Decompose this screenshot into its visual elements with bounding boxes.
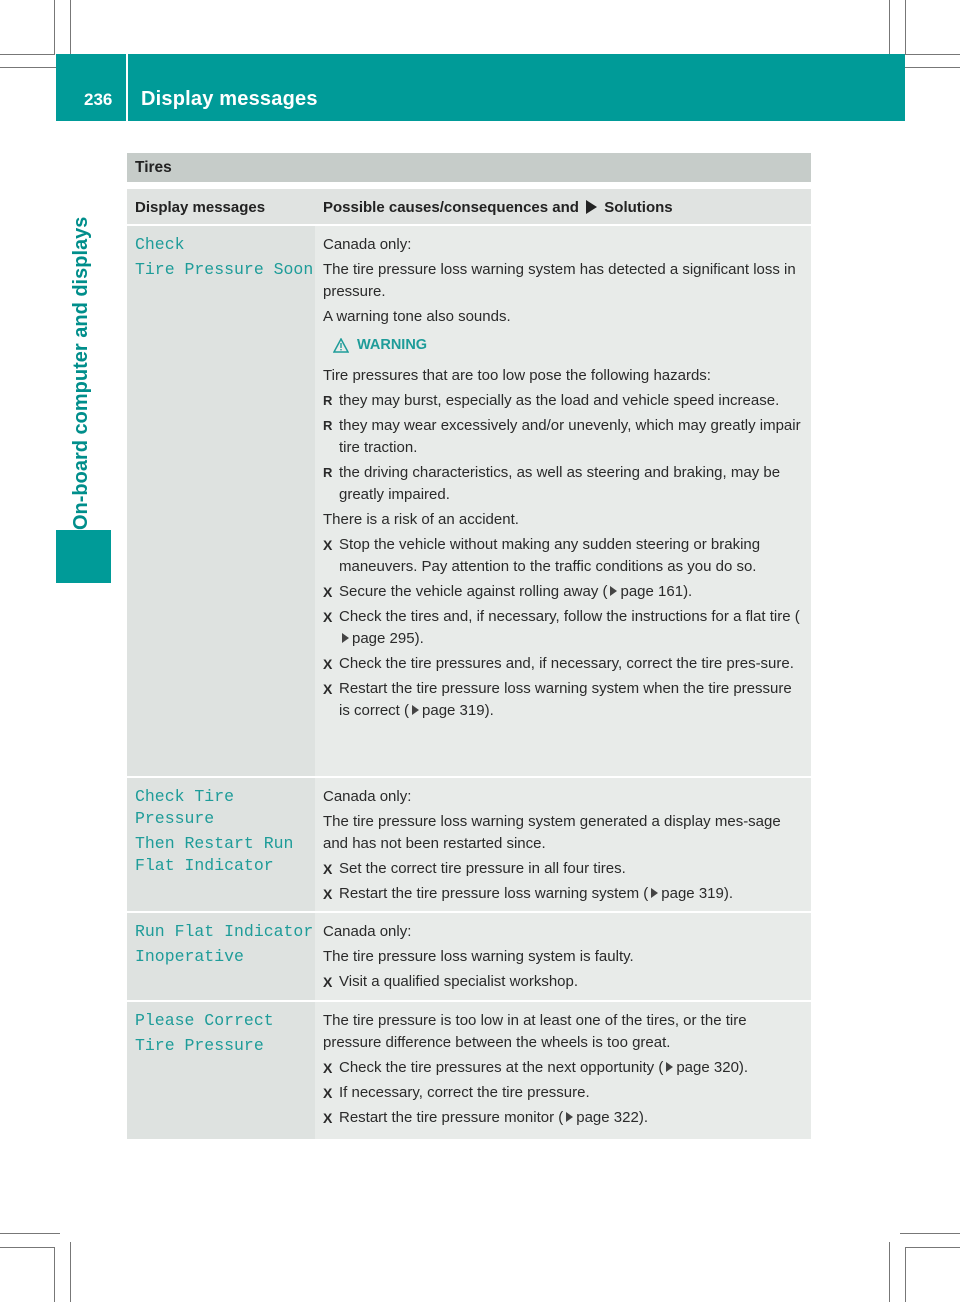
action-arrow-icon: X [323,609,333,625]
step-text-end: ). [638,1109,648,1126]
page-ref-icon [412,705,419,715]
page-ref-icon [342,633,349,643]
crop-mark [0,1233,60,1234]
step-text: Stop the vehicle without making any sudden steering or braking maneuvers. Pay attention to the traffic conditions as you do so. [339,536,761,575]
paragraph: Tire pressures that are too low pose the following hazards: [323,367,711,384]
bullet-item [323,462,803,506]
step-text: Restart the tire pressure loss warning system ( [339,885,649,902]
paragraph: A warning tone also sounds. [323,308,511,325]
crop-mark [0,67,60,68]
page-ref-icon [566,1112,573,1122]
display-message-line: Tire Pressure Soon [135,260,314,279]
page-reference-link[interactable]: page 295 [352,630,415,647]
action-step [323,1082,803,1104]
side-tab-label: On-board computer and displays [70,216,92,530]
page-reference-link[interactable]: page 322 [576,1109,639,1126]
action-arrow-icon: X [323,886,333,902]
crop-mark [889,1242,890,1302]
column-header-causes [315,189,811,224]
warning-label: WARNING [357,337,428,353]
bullet-r-icon: R [323,393,333,408]
display-messages-table [127,189,811,1139]
action-arrow-icon: X [323,974,333,990]
paragraph: The tire pressure loss warning system is faulty. [323,948,634,965]
solution-cell [315,226,811,776]
display-message-line: Please Correct [135,1011,274,1030]
solution-cell [315,778,811,911]
side-tab-block [56,530,111,583]
display-message-line: Run Flat Indicator [135,922,314,941]
action-arrow-icon: X [323,537,333,553]
paragraph: Canada only: [323,236,412,253]
paragraph: The tire pressure is too low in at least one of the tires, or the tire pressure difference between the wheels is too great. [323,1012,747,1051]
paragraph: Canada only: [323,923,412,940]
bullet-r-icon: R [323,465,333,480]
action-arrow-icon: X [323,681,333,697]
action-step [323,534,803,578]
step-text-end: ). [414,630,424,647]
crop-mark [905,0,906,55]
display-message-line: Then Restart Run [135,834,294,853]
paragraph: Canada only: [323,788,412,805]
paragraph: The tire pressure loss warning system has detected a significant loss in pressure. [323,261,796,300]
message-cell [127,778,315,911]
table-row [127,1002,811,1139]
table-row [127,913,811,1000]
step-text: the driving characteristics, as well as steering and braking, may be greatly impaired. [339,464,781,503]
step-text: Secure the vehicle against rolling away ( [339,583,608,600]
warning-triangle-icon [333,338,349,353]
display-message-line: Check Tire Pressure [135,787,235,828]
page-ref-icon [666,1062,673,1072]
step-text: they may wear excessively and/or unevenly, which may greatly impair tire traction. [339,417,801,456]
crop-mark [54,1247,55,1302]
bullet-r-icon: R [323,418,333,433]
step-text: Check the tire pressures at the next opportunity ( [339,1059,664,1076]
crop-mark [905,1247,906,1302]
column-header-messages: Display messages [127,189,315,224]
step-text-end: ). [723,885,734,902]
step-text: Restart the tire pressure loss warning system when the tire pressure is correct ( [339,680,792,719]
page-reference-link[interactable]: page 320 [676,1059,739,1076]
column-header-causes-suffix: Solutions [604,199,673,216]
crop-mark [0,1247,55,1248]
action-step [323,581,803,603]
action-step [323,653,803,675]
action-arrow-icon: X [323,1060,333,1076]
action-step [323,1057,803,1079]
table-row [127,778,811,911]
crop-mark [900,1233,960,1234]
action-arrow-icon: X [323,584,333,600]
crop-mark [900,67,960,68]
crop-mark [889,0,890,60]
step-text: Check the tire pressures and, if necessary, correct the tire pres-sure. [339,655,794,672]
page-reference-link[interactable]: page 161 [620,583,684,600]
solution-cell [315,913,811,1000]
action-arrow-icon: X [323,656,333,672]
display-message-line: Tire Pressure [135,1036,264,1055]
step-text: Restart the tire pressure monitor ( [339,1109,564,1126]
step-text: Visit a qualified specialist workshop. [339,973,579,990]
display-message-line: Inoperative [135,947,244,966]
bullet-item [323,390,803,412]
crop-mark [54,0,55,55]
crop-mark [70,1242,71,1302]
crop-mark [905,1247,960,1248]
action-arrow-icon: X [323,861,333,877]
step-text: they may burst, especially as the load and vehicle speed increase. [339,392,780,409]
message-cell [127,913,315,1000]
warning-heading [323,334,803,356]
action-arrow-icon: X [323,1110,333,1126]
action-step [323,606,803,650]
paragraph: The tire pressure loss warning system generated a display mes-sage and has not been restarted since. [323,813,781,852]
solution-cell [315,1002,811,1139]
step-text: Check the tires and, if necessary, follow the instructions for a flat tire ( [339,608,800,625]
page-reference-link[interactable]: page 319 [661,885,724,902]
crop-mark [70,0,71,60]
paragraph: There is a risk of an accident. [323,511,519,528]
action-step [323,858,803,880]
page-ref-icon [651,888,658,898]
page-number: 236 [84,90,113,109]
crop-mark [905,54,960,55]
crop-mark [0,54,55,55]
action-step [323,883,803,905]
page-ref-icon [610,586,617,596]
page-reference-link[interactable]: page 319 [422,702,485,719]
step-text: If necessary, correct the tire pressure. [339,1084,590,1101]
table-row [127,226,811,776]
header-divider [126,54,128,121]
message-cell [127,1002,315,1139]
action-arrow-icon: X [323,1085,333,1101]
step-text-end: ). [683,583,693,600]
table-header-row [127,189,811,224]
step-text: Set the correct tire pressure in all four tires. [339,860,626,877]
step-text-end: ). [484,702,494,719]
action-step [323,678,803,722]
column-header-causes-prefix: Possible causes/consequences and [323,199,579,216]
page-title: Display messages [141,88,318,110]
step-text-end: ). [738,1059,749,1076]
message-cell [127,226,315,776]
solution-arrow-icon [586,200,597,214]
bullet-item [323,415,803,459]
display-message-line: Flat Indicator [135,856,274,875]
display-message-line: Check [135,235,185,254]
section-title: Tires [127,153,811,182]
action-step [323,971,803,993]
action-step [323,1107,803,1129]
